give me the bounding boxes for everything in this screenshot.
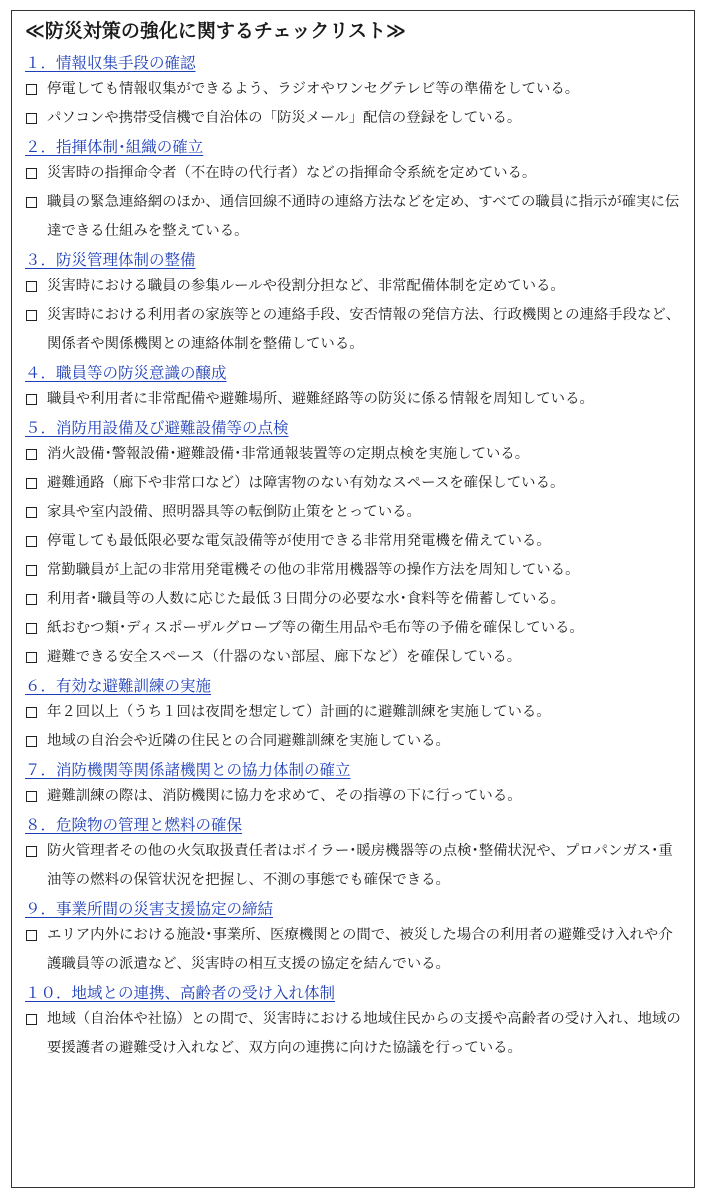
checklist-frame: [11, 10, 695, 1188]
checklist-item: [25, 837, 684, 895]
checklist-item: [25, 782, 684, 811]
checklist-item-text: 利用者･職員等の人数に応じた最低３日間分の必要な水･食料等を備蓄している。: [47, 591, 566, 607]
checkbox-icon[interactable]: [26, 478, 37, 489]
checkbox-icon[interactable]: [26, 791, 37, 802]
checkbox-icon[interactable]: [26, 84, 37, 95]
checklist-item: [25, 440, 684, 469]
checklist-item-text: 職員の緊急連絡網のほか、通信回線不通時の連絡方法などを定め、すべての職員に指示が確実に伝達できる仕組みを整えている。: [47, 194, 680, 239]
checklist-item-text: 常勤職員が上記の非常用発電機その他の非常用機器等の操作方法を周知している。: [47, 562, 580, 578]
checklist-item-text: 避難訓練の際は、消防機関に協力を求めて、その指導の下に行っている。: [47, 788, 522, 804]
checkbox-icon[interactable]: [26, 394, 37, 405]
checklist-item: [25, 75, 684, 104]
checklist-item-text: エリア内外における施設･事業所、医療機関との間で、被災した場合の利用者の避難受け入れや介護職員等の派遣など、災害時の相互支援の協定を結んでいる。: [47, 927, 673, 972]
checklist-item: [25, 698, 684, 727]
checklist-item-text: 地域（自治体や社協）との間で、災害時における地域住民からの支援や高齢者の受け入れ、地域の要援護者の避難受け入れなど、双方向の連携に向けた協議を行っている。: [47, 1011, 681, 1056]
checklist-item-text: 避難できる安全スペース（什器のない部屋、廊下など）を確保している。: [47, 649, 522, 665]
checklist-item: [25, 614, 684, 643]
checklist-sections: [25, 51, 684, 1065]
checkbox-icon[interactable]: [26, 507, 37, 518]
checklist-item-text: 職員や利用者に非常配備や避難場所、避難経路等の防災に係る情報を周知している。: [47, 391, 594, 407]
checkbox-icon[interactable]: [26, 846, 37, 857]
checkbox-icon[interactable]: [26, 930, 37, 941]
checklist-item: [25, 585, 684, 614]
section-heading: ２．指揮体制･組織の確立: [25, 138, 204, 156]
checkbox-icon[interactable]: [26, 536, 37, 547]
checklist-section: [25, 674, 684, 758]
checkbox-icon[interactable]: [26, 281, 37, 292]
checklist-item: [25, 188, 684, 246]
checklist-item: [25, 159, 684, 188]
checkbox-icon[interactable]: [26, 652, 37, 663]
section-heading: ９．事業所間の災害支援協定の締結: [25, 900, 274, 918]
checklist-item-text: 災害時における利用者の家族等との連絡手段、安否情報の発信方法、行政機関との連絡手段など、関係者や関係機関との連絡体制を整備している。: [47, 307, 681, 352]
section-heading: １０．地域との連携、高齢者の受け入れ体制: [25, 984, 336, 1002]
checklist-item-text: 避難通路（廊下や非常口など）は障害物のない有効なスペースを確保している。: [47, 475, 565, 491]
checklist-section: [25, 135, 684, 248]
checklist-item: [25, 469, 684, 498]
checklist-item-text: 地域の自治会や近隣の住民との合同避難訓練を実施している。: [47, 733, 450, 749]
checklist-section: [25, 51, 684, 135]
checklist-item: [25, 1005, 684, 1063]
checklist-section: [25, 813, 684, 897]
checklist-item-text: 年２回以上（うち１回は夜間を想定して）計画的に避難訓練を実施している。: [47, 704, 551, 720]
checklist-section: [25, 248, 684, 361]
checklist-section: [25, 416, 684, 674]
section-heading: １．情報収集手段の確認: [25, 54, 196, 72]
checklist-item: [25, 385, 684, 414]
checkbox-icon[interactable]: [26, 113, 37, 124]
checklist-section: [25, 981, 684, 1065]
checklist-item-text: 防火管理者その他の火気取扱責任者はボイラー･暖房機器等の点検･整備状況や、プロパンガス･重油等の燃料の保管状況を把握し、不測の事態でも確保できる。: [47, 843, 673, 888]
checklist-item: [25, 643, 684, 672]
checklist-item: [25, 301, 684, 359]
section-heading: ６．有効な避難訓練の実施: [25, 677, 212, 695]
document-title: ≪防災対策の強化に関するチェックリスト≫: [25, 20, 406, 42]
checklist-item-text: 災害時の指揮命令者（不在時の代行者）などの指揮命令系統を定めている。: [47, 165, 537, 181]
section-heading: ８．危険物の管理と燃料の確保: [25, 816, 243, 834]
checkbox-icon[interactable]: [26, 449, 37, 460]
checklist-item-text: 災害時における職員の参集ルールや役割分担など、非常配備体制を定めている。: [47, 278, 565, 294]
checklist-item-text: 消火設備･警報設備･避難設備･非常通報装置等の定期点検を実施している。: [47, 446, 530, 462]
checklist-item-text: 紙おむつ類･ディスポーザルグローブ等の衛生用品や毛布等の予備を確保している。: [47, 620, 584, 636]
checkbox-icon[interactable]: [26, 310, 37, 321]
checklist-item: [25, 498, 684, 527]
checkbox-icon[interactable]: [26, 623, 37, 634]
checklist-item-text: 停電しても最低限必要な電気設備等が使用できる非常用発電機を備えている。: [47, 533, 551, 549]
checklist-item: [25, 556, 684, 585]
checkbox-icon[interactable]: [26, 1014, 37, 1025]
checklist-section: [25, 758, 684, 813]
checklist-item: [25, 272, 684, 301]
checklist-item-text: 停電しても情報収集ができるよう、ラジオやワンセグテレビ等の準備をしている。: [47, 81, 580, 97]
section-heading: ３．防災管理体制の整備: [25, 251, 196, 269]
checkbox-icon[interactable]: [26, 565, 37, 576]
checklist-item: [25, 527, 684, 556]
checkbox-icon[interactable]: [26, 168, 37, 179]
checkbox-icon[interactable]: [26, 707, 37, 718]
checklist-section: [25, 361, 684, 416]
section-heading: ４．職員等の防災意識の醸成: [25, 364, 227, 382]
checklist-section: [25, 897, 684, 981]
section-heading: ７．消防機関等関係諸機関との協力体制の確立: [25, 761, 351, 779]
checklist-item-text: 家具や室内設備、照明器具等の転倒防止策をとっている。: [47, 504, 421, 520]
checklist-item: [25, 727, 684, 756]
checklist-item: [25, 921, 684, 979]
checkbox-icon[interactable]: [26, 594, 37, 605]
checkbox-icon[interactable]: [26, 736, 37, 747]
section-heading: ５．消防用設備及び避難設備等の点検: [25, 419, 289, 437]
checklist-item: [25, 104, 684, 133]
checklist-item-text: パソコンや携帯受信機で自治体の「防災メール」配信の登録をしている。: [47, 110, 522, 126]
checkbox-icon[interactable]: [26, 197, 37, 208]
